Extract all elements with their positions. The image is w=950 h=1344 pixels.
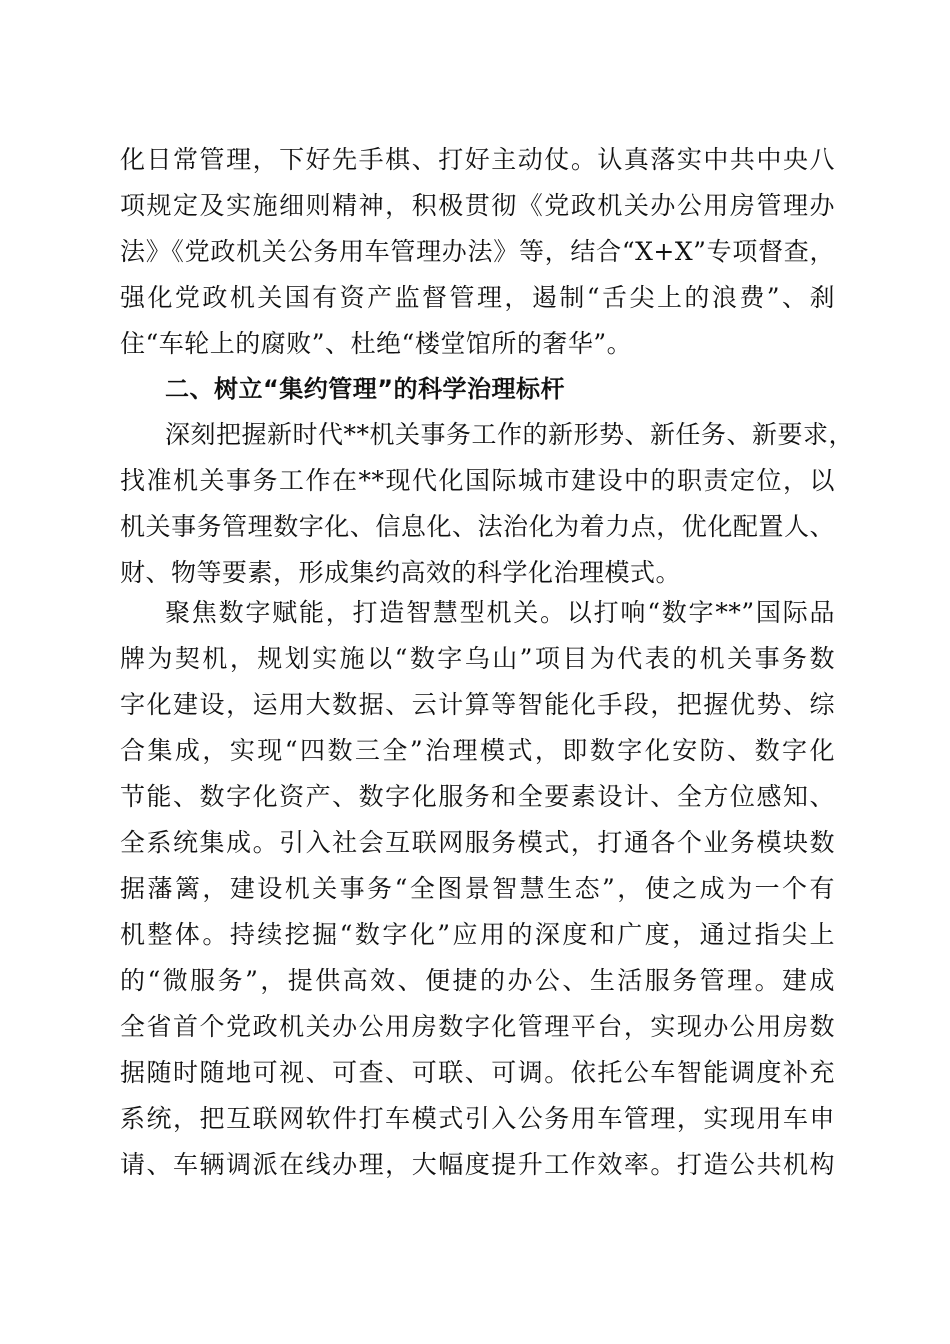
paragraph-1-line-5: 住“车轮上的腐败”、杜绝“楼堂馆所的奢华”。 (120, 329, 633, 358)
paragraph-3-line-5: 节能、数字化资产、数字化服务和全要素设计、全方位感知、 (120, 782, 835, 811)
paragraph-3-line-12: 系统，把互联网软件打车模式引入公务用车管理，实现用车申 (120, 1104, 835, 1133)
paragraph-3-line-9: 的“微服务”，提供高效、便捷的办公、生活服务管理。建成 (120, 966, 835, 995)
paragraph-3-line-10: 全省首个党政机关办公用房数字化管理平台，实现办公用房数 (120, 1012, 835, 1041)
paragraph-1-line-2: 项规定及实施细则精神，积极贯彻《党政机关办公用房管理办 (120, 191, 835, 220)
paragraph-2-line-3: 机关事务管理数字化、信息化、法治化为着力点，优化配置人、 (120, 512, 835, 541)
paragraph-3-line-13: 请、车辆调派在线办理，大幅度提升工作效率。打造公共机构 (120, 1150, 835, 1179)
paragraph-3-line-4: 合集成，实现“四数三全”治理模式，即数字化安防、数字化 (120, 736, 835, 765)
paragraph-2-line-4: 财、物等要素，形成集约高效的科学化治理模式。 (120, 558, 682, 587)
paragraph-1-line-1: 化日常管理，下好先手棋、打好主动仗。认真落实中共中央八 (120, 145, 835, 174)
paragraph-3-line-8: 机整体。持续挖掘“数字化”应用的深度和广度，通过指尖上 (120, 920, 835, 949)
paragraph-3-line-11: 据随时随地可视、可查、可联、可调。依托公车智能调度补充 (120, 1058, 835, 1087)
section-heading: 二、树立“集约管理”的科学治理标杆 (165, 375, 566, 403)
paragraph-3-line-1: 聚焦数字赋能，打造智慧型机关。以打响“数字**”国际品 (165, 598, 835, 627)
paragraph-2-line-2: 找准机关事务工作在**现代化国际城市建设中的职责定位，以 (120, 466, 835, 495)
paragraph-3-line-2: 牌为契机，规划实施以“数字乌山”项目为代表的机关事务数 (120, 644, 835, 673)
paragraph-2-line-1: 深刻把握新时代**机关事务工作的新形势、新任务、新要求， (165, 420, 855, 449)
paragraph-3-line-3: 字化建设，运用大数据、云计算等智能化手段，把握优势、综 (120, 690, 835, 719)
paragraph-3-line-6: 全系统集成。引入社会互联网服务模式，打通各个业务模块数 (120, 828, 835, 857)
paragraph-1-line-4: 强化党政机关国有资产监督管理，遏制“舌尖上的浪费”、刹 (120, 283, 835, 312)
paragraph-3-line-7: 据藩篱，建设机关事务“全图景智慧生态”，使之成为一个有 (120, 874, 835, 903)
paragraph-1-line-3: 法》《党政机关公务用车管理办法》等，结合“X+X”专项督查， (120, 237, 835, 266)
